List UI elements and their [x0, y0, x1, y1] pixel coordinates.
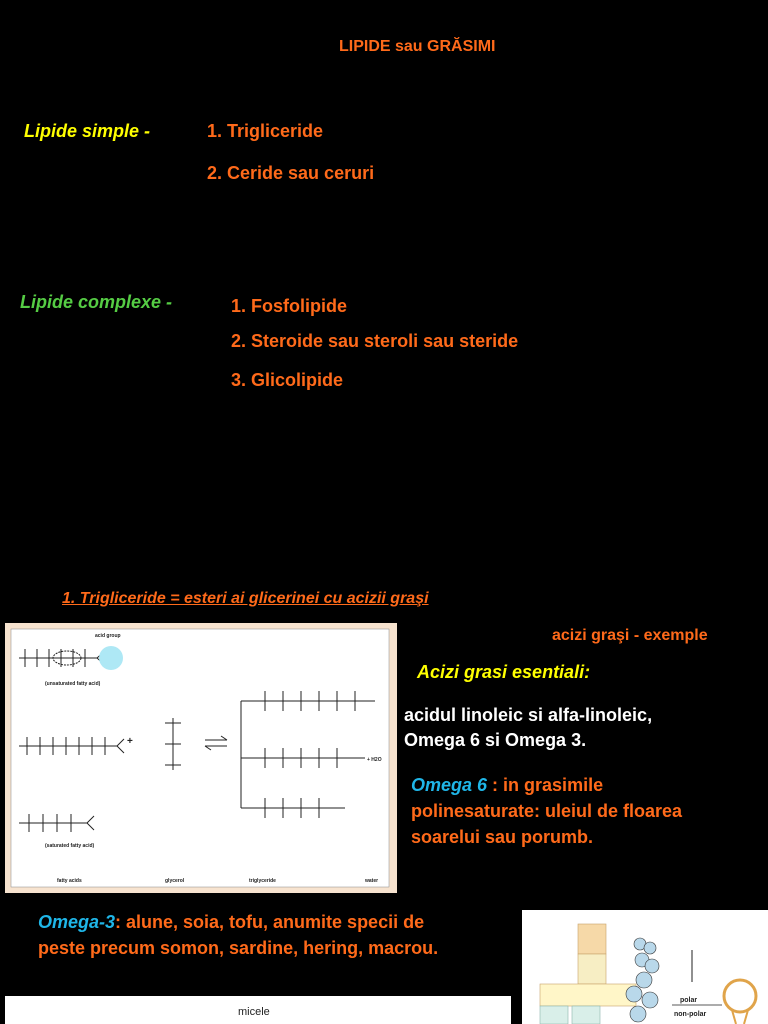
complex-item-1: 1. Fosfolipide [231, 296, 348, 316]
omega6-line-1 [411, 775, 603, 796]
omega6-line-3: soarelui sau porumb. [411, 827, 594, 847]
complex-item-2: 2. Steroide sau steroli sau steride [231, 331, 519, 351]
saturated-label: (saturated fatty acid) [45, 843, 95, 849]
svg-text:+: + [127, 736, 133, 747]
omega6-line-2: polinesaturate: uleiul de floarea [411, 801, 683, 821]
acid-group-label: acid group [95, 633, 121, 639]
omega3-label: Omega-3 [38, 912, 116, 932]
omega6-text-1: : in grasimile [487, 775, 604, 795]
triglyceride-heading: 1. Trigliceride = esteri ai glicerinei cu acizii graşi [62, 590, 429, 607]
omega3-text-1: : alune, soia, tofu, anumite specii de [115, 912, 425, 932]
unsaturated-label: (unsaturated fatty acid) [45, 681, 101, 687]
complex-item-3: 3. Glicolipide [231, 370, 344, 390]
phospholipid-figure [522, 910, 768, 1024]
omega6-label: Omega 6 [411, 775, 488, 795]
complex-lipids-label: Lipide complexe - [20, 292, 173, 312]
simple-item-2: 2. Ceride sau ceruri [207, 163, 375, 183]
essential-fatty-acids-heading: Acizi grasi esentiali: [417, 662, 591, 682]
micelle-figure [5, 996, 511, 1024]
triglyceride-reaction-figure [5, 623, 397, 893]
simple-lipids-label: Lipide simple - [24, 121, 151, 141]
simple-item-1: 1. Trigliceride [207, 121, 324, 141]
omega3-line-2: peste precum somon, sardine, hering, macrou. [38, 938, 439, 958]
page-title: LIPIDE sau GRĂSIMI [339, 38, 496, 55]
micelle-label: micele [238, 1006, 270, 1018]
water-plus-label: + H2O [367, 757, 382, 763]
triglyceride-label: triglyceride [249, 878, 276, 884]
essential-text-line-2: Omega 6 si Omega 3. [404, 730, 587, 750]
polar-label: polar [680, 997, 698, 1004]
essential-text-line-1: acidul linoleic si alfa-linoleic, [404, 705, 653, 725]
fatty-acids-label: fatty acids [57, 878, 82, 884]
fatty-acids-examples: acizi graşi - exemple [552, 627, 708, 644]
nonpolar-label: non-polar [674, 1011, 707, 1018]
omega3-line-1 [38, 912, 424, 933]
glycerol-label: glycerol [165, 878, 185, 884]
water-label: water [365, 878, 379, 884]
